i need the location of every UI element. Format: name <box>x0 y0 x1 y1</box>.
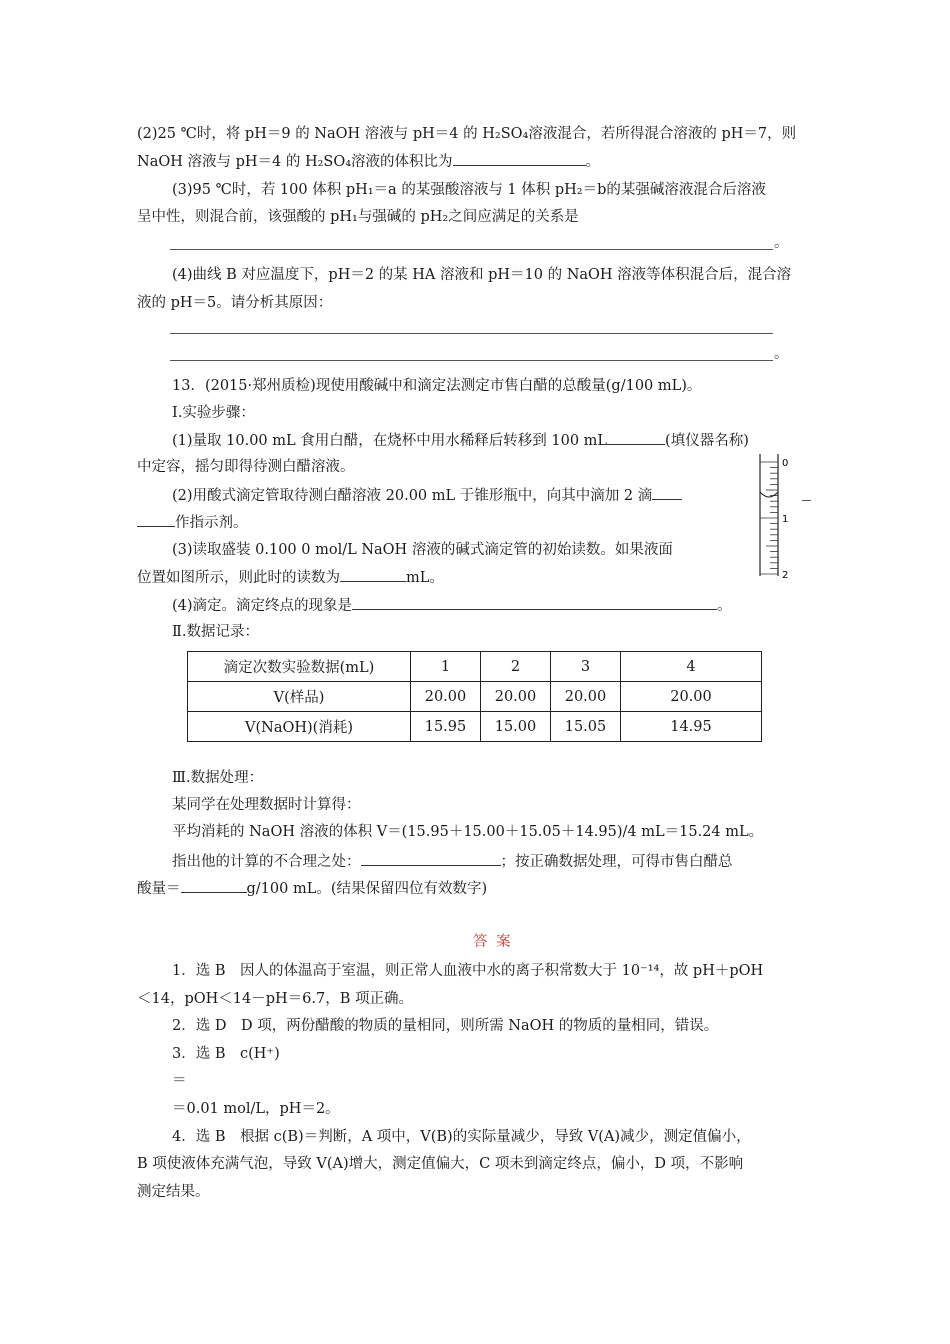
answer-1-line1: 1．选 B 因人的体温高于室温，则正常人血液中水的离子积常数大于 10⁻¹⁴，故 pH＋pOH <box>172 963 764 979</box>
q12-part2-text: NaOH 溶液与 pH＝4 的 H₂SO₄溶液的体积比为 <box>137 154 453 170</box>
table-header-row <box>188 652 762 682</box>
scale-label-1: 1 <box>782 514 789 525</box>
q13-step2-line2: 作指示剂。 <box>137 512 248 533</box>
q13-step3-line2: 位置如图所示，则此时的读数为 mL。 <box>137 567 444 588</box>
scale-label-0: 0 <box>782 458 789 469</box>
q13-step1-line1: (1)量取 10.00 mL 食用白醋，在烧杯中用水稀释后转移到 100 mL (填仪器名称) <box>172 430 749 451</box>
answer-2: 2．选 D D 项，两份醋酸的物质的量相同，则所需 NaOH 的物质的量相同，错误。 <box>172 1018 719 1034</box>
q13-title: 13．(2015·郑州质检)现使用酸碱中和滴定法测定市售白醋的总酸量(g/100 mL)。 <box>172 378 702 394</box>
table-cell: 15.95 <box>411 712 481 742</box>
q13-section-3: Ⅲ.数据处理： <box>172 770 264 786</box>
q12-part4-line1: (4)曲线 B 对应温度下，pH＝2 的某 HA 溶液和 pH＝10 的 NaOH 溶液等体积混合后，混合溶 <box>172 267 792 283</box>
burette-scale <box>760 462 778 574</box>
q13-step4: (4)滴定。滴定终点的现象是 。 <box>172 595 732 616</box>
answer-blank[interactable] <box>352 595 717 610</box>
q12-part3-line2: 呈中性，则混合前，该强酸的 pH₁与强碱的 pH₂之间应满足的关系是 <box>137 209 579 225</box>
q12-part2-line1: (2)25 ℃时，将 pH＝9 的 NaOH 溶液与 pH＝4 的 H₂SO₄溶液混合，若所得混合溶液的 pH＝7，则 <box>137 126 797 142</box>
answer-line[interactable] <box>170 333 773 334</box>
table-cell: 滴定次数实验数据(mL) <box>188 652 411 682</box>
answer-blank[interactable] <box>361 851 501 866</box>
q12-part3-line1: (3)95 ℃时，若 100 体积 pH₁＝a 的某强酸溶液与 1 体积 pH₂＝b的某强碱溶液混合后溶液 <box>172 182 766 198</box>
answer-4-line1: 4．选 B 根据 c(B)＝判断，A 项中，V(B)的实际量减少，导致 V(A)减少，测定值偏小， <box>172 1129 751 1145</box>
answer-4-line3: 测定结果。 <box>137 1184 210 1200</box>
data-table <box>187 651 762 742</box>
table-cell: 15.05 <box>551 712 621 742</box>
table-cell: V(样品) <box>188 682 411 712</box>
burette-figure <box>748 450 798 582</box>
q13-data-line4: 酸量＝ g/100 mL。(结果保留四位有效数字) <box>137 878 487 899</box>
answer-line[interactable] <box>170 249 773 250</box>
q13-data-line1: 某同学在处理数据时计算得： <box>172 797 361 813</box>
q13-step1-line2: 中定容，摇匀即得待测白醋溶液。 <box>137 459 355 475</box>
answer-3-line1: 3．选 B c(H⁺) <box>172 1046 280 1062</box>
q13-data-line3: 指出他的计算的不合理之处： ；按正确数据处理，可得市售白醋总 <box>172 851 733 872</box>
q13-section-1: Ⅰ.实验步骤： <box>172 405 255 421</box>
answer-blank[interactable] <box>340 567 406 582</box>
answer-3-line2: ＝ <box>172 1073 187 1089</box>
answer-blank[interactable] <box>181 878 247 893</box>
table-cell: 20.00 <box>481 682 551 712</box>
table-cell: 15.00 <box>481 712 551 742</box>
table-cell: 3 <box>551 652 621 682</box>
period: 。 <box>774 346 789 362</box>
answer-3-line3: ＝0.01 mol/L，pH＝2。 <box>172 1101 340 1117</box>
q13-section-2: Ⅱ.数据记录： <box>172 624 259 640</box>
table-cell: 20.00 <box>411 682 481 712</box>
table-cell: 20.00 <box>621 682 762 712</box>
q13-step2-line1: (2)用酸式滴定管取待测白醋溶液 20.00 mL 于锥形瓶中，向其中滴加 2 滴 <box>172 485 682 506</box>
answer-4-line2: B 项使液体充满气泡，导致 V(A)增大，测定值偏大，C 项未到滴定终点，偏小，D 项，不影响 <box>137 1156 744 1172</box>
scale-label-2: 2 <box>782 570 789 581</box>
q13-data-line2: 平均消耗的 NaOH 溶液的体积 V＝(15.95＋15.00＋15.05＋14.95)/4 mL＝15.24 mL。 <box>172 824 764 840</box>
table-cell: V(NaOH)(消耗) <box>188 712 411 742</box>
answer-blank[interactable] <box>652 485 682 500</box>
answer-1-line2: ＜14，pOH＜14－pH＝6.7，B 项正确。 <box>137 991 413 1007</box>
period: 。 <box>774 235 789 251</box>
meniscus <box>760 492 778 497</box>
q12-part4-line2: 液的 pH＝5。请分析其原因： <box>137 295 333 311</box>
answer-blank[interactable] <box>137 512 175 527</box>
table-cell: 1 <box>411 652 481 682</box>
answer-blank[interactable] <box>607 430 665 445</box>
answer-line[interactable] <box>170 360 773 361</box>
table-row <box>188 682 762 712</box>
q13-step3-line1: (3)读取盛装 0.100 0 mol/L NaOH 溶液的碱式滴定管的初始读数。如果液面 <box>172 542 673 558</box>
table-cell: 2 <box>481 652 551 682</box>
table-cell: 20.00 <box>551 682 621 712</box>
table-cell: 14.95 <box>621 712 762 742</box>
answer-blank-tail <box>802 500 811 501</box>
table-cell: 4 <box>621 652 762 682</box>
answers-title: 答 案 <box>473 934 513 950</box>
answer-blank[interactable] <box>453 151 586 166</box>
table-row <box>188 712 762 742</box>
q12-part2-line2: NaOH 溶液与 pH＝4 的 H₂SO₄溶液的体积比为 。 <box>137 151 600 172</box>
